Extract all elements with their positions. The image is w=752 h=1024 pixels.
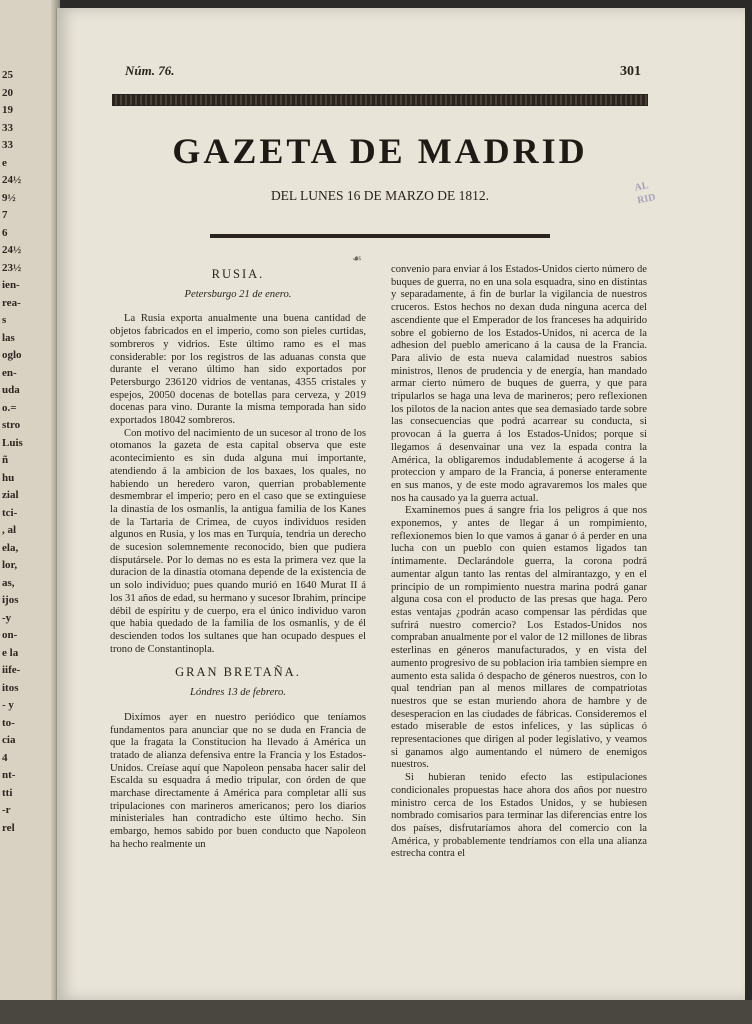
left-margin-fragment: ela, [2,541,19,554]
left-margin-fragment: rea- [2,296,21,309]
left-margin-fragment: 4 [2,751,8,764]
stamp-text-line: RID [636,191,657,207]
left-margin-fragment: 23½ [2,261,22,274]
stamp-text-line: AL [633,180,650,194]
left-margin-fragment: ien- [2,279,20,291]
left-margin-fragment: Luis [2,436,23,449]
left-margin-fragment: oglo [2,349,22,361]
left-margin-fragment: as, [2,576,15,589]
left-margin-fragment: s [2,314,7,326]
left-margin-fragment: iife- [2,664,21,676]
left-margin-fragment: hu [2,471,15,484]
left-margin-fragment: e [2,156,7,169]
left-margin-fragment: 24½ [2,244,22,256]
left-margin-fragment: on- [2,629,18,641]
article-paragraph: convenio para enviar á los Estados-Unidos cierto número de buques de guerra, no en una sola esquadra, sino en distintas y separadamente, á fin de burlar la vigilancia de nuestros cruceros. Estos hechos no dexan duda ninguna acerca del ascendiente que el Emperador de los franceses ha adquirido sobre el gobierno de los Estados-Unidos, ni acerca de la adhesion del pueblo americano á la causa de la Francia. Para alivio de esta nueva calamidad nuestros sabios ministros, llenos de prudencia y de energía, han mandado armar cierto número de buques de guerra, y que para tripularlos se haga una leva de marineros; pero reflexionen los pilotos de la nacion antes que sea demasiado tarde sobre las consecuencias que podrá acarrear su conducta, si provocan á la guerra á los Estados-Unidos; porque si llegamos á desenvainar una vez la espada contra la América, la obligaremos indudablemente á acogerse á la proteccion y amparo de la Francia, á ponerse enteramente en sus manos, y de este modo agravaremos los males que nos ha causado ya la guerra actual. [391,264,647,504]
dateline-londres: Lóndres 13 de febrero. [190,687,286,699]
left-margin-fragment: tci- [2,506,18,519]
masthead-title: GAZETA DE MADRID [172,131,588,171]
left-margin-fragment: 20 [2,86,13,99]
ornamental-rule [112,94,648,106]
left-margin-fragment: zial [2,489,19,501]
article-paragraph: Dixímos ayer en nuestro periódico que teníamos fundamentos para anunciar que no se duda en Francia de que la fragata la Constitucion ha llevado á América un tratado de alianza defensiva entre la Francia y los Estados-Unidos. Creíase aquí que Napoleon pensaba hacer salir del Escalda su esquadra á medio tripular, con órden de que marchase directamente á América para completar allí sus tripulaciones con marineros americanos; pero los diarios ministeriales han contradicho este último hecho. Sin embargo, hemos sabido por buen conducto que Napoleon ha hecho realmente un [110,711,366,850]
left-margin-fragment: cia [2,734,16,746]
column-left [110,264,366,852]
section-heading-rusia: RUSIA. [211,267,265,281]
left-margin-fragment: 33 [2,121,13,134]
left-margin-fragment: ijos [2,594,19,606]
article-paragraph: La Rusia exporta anualmente una buena cantidad de objetos fabricados en el imperio, como son pieles curtidas, sombreros y vidrios. Este último ramo es el mas considerable: por los registros de las aduanas consta que durante el verano último han sido exportados por Petersburgo 236120 vidrios de ventanas, 4355 cristales y espejos, 20050 docenas de botellas para cerveza, y 2019 docenas para vino. Durante la misma temporada han sido exportados 18042 sombreros. [110,313,366,427]
left-margin-fragment: en- [2,366,17,379]
left-margin-fragment: tti [2,786,13,799]
left-margin-fragment: 9½ [2,191,16,204]
left-margin-fragment: ñ [2,454,9,466]
left-margin-fragment: 24½ [2,174,22,186]
left-margin-fragment: stro [2,419,21,431]
left-margin-fragment: , al [2,524,17,536]
left-page-edge [0,0,60,1024]
left-margin-fragment: 25 [2,69,13,81]
page-number: 301 [620,64,641,79]
left-margin-fragment: to- [2,716,15,729]
left-margin-fragment: las [2,331,15,344]
left-margin-fragment: e la [2,646,19,659]
left-margin-fragment: uda [2,384,20,396]
left-margin-fragment: rel [2,821,15,834]
section-heading-gran-bretana: GRAN BRETAÑA. [175,665,301,680]
issue-number: Núm. 76. [125,63,175,78]
left-margin-fragment: itos [2,681,19,694]
left-margin-fragment: -r [2,804,11,816]
left-margin-fragment: 33 [2,139,13,151]
left-margin-fragment: lor, [2,559,18,571]
left-margin-fragment: 19 [2,104,13,116]
section-ornament: ☙ [352,253,362,265]
column-right [391,264,647,861]
left-margin-fragment: nt- [2,769,16,781]
bottom-shadow [0,1000,752,1024]
article-paragraph: Examinemos pues á sangre fria los peligros á que nos exponemos, y antes de llegar á un rompimiento, reflexionemos bien lo que vamos á ganar ó á perder en una lucha con un pueblo con quien estamos ligados tan íntimamente. Declarándole guerra, la corona podrá aumentar algun tanto las rentas del almirantazgo, y en el principio de un rompimiento nuestra marina podrá ganar alguna cosa con el producto de las presas que haga. Pero estas ventajas ¿podrán acaso compensar las pérdidas que sufrirá nuestro comercio? Los Estados-Unidos nos compraban anualmente por el valor de 12 millones de libras esterlinas en géneros manufacturados, y en vista del aumento progresivo de su poblacion iria tambien siempre en aumento esta salida ó despacho de géneros nuestros, con lo qual tendrian pan al menos millares de compatriotas nuestros que se estan muriendo ahora de hambre y de desesperacion en las ciudades de fábricas. Consideremos el estado miserable de estos infelices, y las súplicas ó representaciones que dirigen al poder legislativo, y veamos si ganamos algo aumentando el número de enemigos nuestros. [391,505,647,771]
dateline-petersburgo: Petersburgo 21 de enero. [184,288,292,300]
issue-date: DEL LUNES 16 DE MARZO DE 1812. [270,188,490,203]
divider-rule [210,234,550,238]
article-paragraph: Con motivo del nacimiento de un sucesor al trono de los otomanos la gazeta de esta capital observa que este acontecimiento es sin duda alguna mui importante, atendiendo á la ambicion de los baxaes, los quales, no habiendo un heredero varon, querrian probablemente desmembrar el imperio; pero en el caso que se extinguiese la dinastía de los osmanlis, la antigua familia de los Kanes de la Tartaria de Crimea, de cuyos individuos residen algunos en Rusia, y los mas en Turquía, tendria un derecho de sucesion solemnemente reconocido, bien que pudiera disputársele. Por lo demas no es esta la primera vez que la duracion de la dinastía otomana depende de la existencia de un solo individuo; pues quando murió en 1640 Murat II á los 31 años de edad, su hermano y sucesor Ibrahim, príncipe débil de espíritu y de cuerpo, era el único individuo varon que habia quedado de la familia de los osmanlis, y de él descienden todos los sultanes que han ocupado despues el trono de Constantinopla. [110,427,366,655]
left-margin-fragment: 6 [2,226,8,239]
left-margin-fragment: 7 [2,209,8,221]
article-paragraph: Si hubieran tenido efecto las estipulaciones condicionales propuestas hace ahora dos años por nuestro ministro cerca de los Estados Unidos, y se hubiesen nombrado comisarios para terminar las diferencias entre los dos países, disfrutaríamos ahora del comercio con la América, y probablemente tendríamos con ella una alianza estrecha contra el [391,772,647,860]
left-margin-fragment: -y [2,611,12,624]
left-margin-fragment: - y [2,699,14,711]
left-margin-fragment: o.= [2,401,17,414]
